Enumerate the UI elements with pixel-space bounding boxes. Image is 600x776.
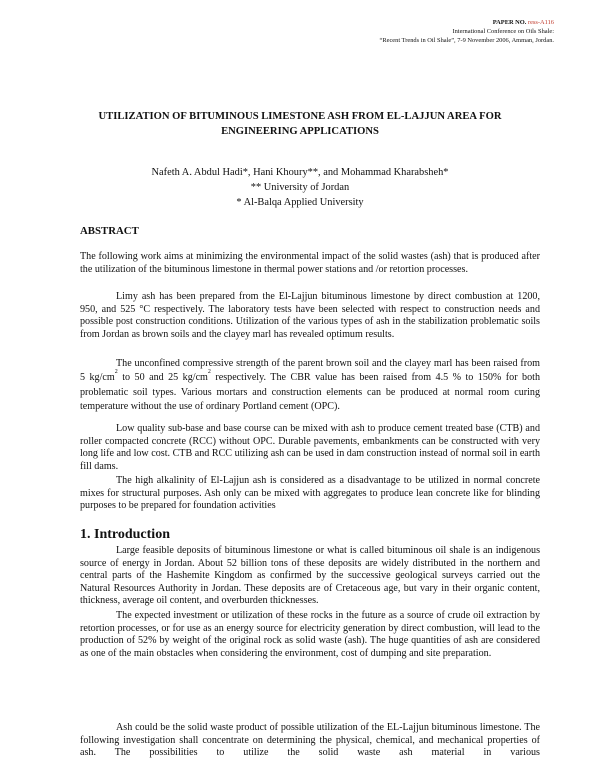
abstract-p3-text-b: to 50 and 25 kg/cm — [117, 372, 208, 383]
paper-number — [493, 18, 554, 27]
superscript-2: 2 — [114, 369, 118, 375]
introduction-paragraph-2: The expected investment or utilization of these rocks in the future as a source of crude oil extraction by retortion processes, or for use as an energy source for electricity generation by direct combustion, will lead to the production of 52% by weight of the original rock as solid waste (ash). The huge quantities of ash are considered as one of the main obstacles when considering the environment, cost of dumping and site preparation. — [80, 610, 540, 659]
abstract-heading: ABSTRACT — [80, 225, 139, 237]
conference-name: International Conference on Oils Shale: — [452, 28, 554, 35]
paper-number-label: PAPER NO. — [492, 19, 527, 26]
abstract-paragraph-5: The high alkalinity of El-Lajjun ash is considered as a disadvantage to be utilized in normal concrete mixes for structural purposes. Ash only can be mixed with aggregates to produce lean concrete like for blinding purposes to be prepared for foundation activities — [80, 475, 540, 512]
introduction-paragraph-1: Large feasible deposits of bituminous limestone or what is called bituminous oil shale is an indigenous source of energy in Jordan. About 52 billion tons of these deposits are widely distributed in the northern and central parts of the Hashemite Kingdom as confirmed by the successive geological surveys carried out the Natural Resources Authority in Jordan. These deposits are of Cretaceous age, but vary in their organic content, thickness, average oil content, and overburden thicknesses. — [80, 545, 540, 607]
abstract-p3-text-a: The unconfined compressive strength of the parent brown soil and the clayey marl has been raised from 5 kg/cm — [80, 358, 540, 383]
abstract-paragraph-3 — [80, 357, 540, 414]
affiliation-al-balqa: * Al-Balqa Applied University — [236, 197, 364, 208]
abstract-paragraph-2: Limy ash has been prepared from the El-Lajjun bituminous limestone by direct combustion at 1200, 950, and 525 °C respectively. The laboratory tests have been selected with respect to construction needs and possible post construction conditions. Utilization of the various types of ash in the stabilization problematic soils from Jordan as brown soils and the clayey marl has revealed optimum results. — [80, 291, 540, 340]
superscript-2: 2 — [207, 369, 211, 375]
paper-number-code: ress-A116 — [527, 19, 554, 26]
author-names: Nafeth A. Abdul Hadi*, Hani Khoury**, and Mohammad Kharabsheh* — [151, 167, 449, 178]
abstract-paragraph-4: Low quality sub-base and base course can be mixed with ash to produce cement treated base (CTB) and roller compacted concrete (RCC) without OPC. Durable pavements, embankments can be constructed with very long life and low cost. CTB and RCC utilizing ash can be used in dam construction instead of normal soil in earth fill dams. — [80, 423, 540, 472]
abstract-p3-text-c: respectively. The CBR value has been raised from 4.5 % to 150% for both problematic soil types. Various mortars and construction elements can be produced at normal room curing temperature without the use of ordinary Portland cement (OPC). — [80, 372, 540, 412]
affiliation-university-of-jordan: ** University of Jordan — [250, 182, 350, 193]
paper-title: UTILIZATION OF BITUMINOUS LIMESTONE ASH FROM EL-LAJJUN AREA FOR ENGINEERING APPLICATIONS — [98, 111, 502, 137]
abstract-paragraph-1: The following work aims at minimizing the environmental impact of the solid wastes (ash) that is produced after the utilization of the bituminous limestone in thermal power stations and /or retortion processes. — [80, 251, 540, 275]
conference-detail: “Recent Trends in Oil Shale”, 7-9 November 2006, Amman, Jordan. — [379, 37, 554, 44]
introduction-heading: 1. Introduction — [80, 527, 170, 542]
introduction-paragraph-3: Ash could be the solid waste product of possible utilization of the EL-Lajjun bituminous limestone. The following investigation shall concentrate on determining the physical, chemical, and mechanical properties of ash. The possibilities to utilize the solid waste ash material in various — [80, 722, 540, 759]
